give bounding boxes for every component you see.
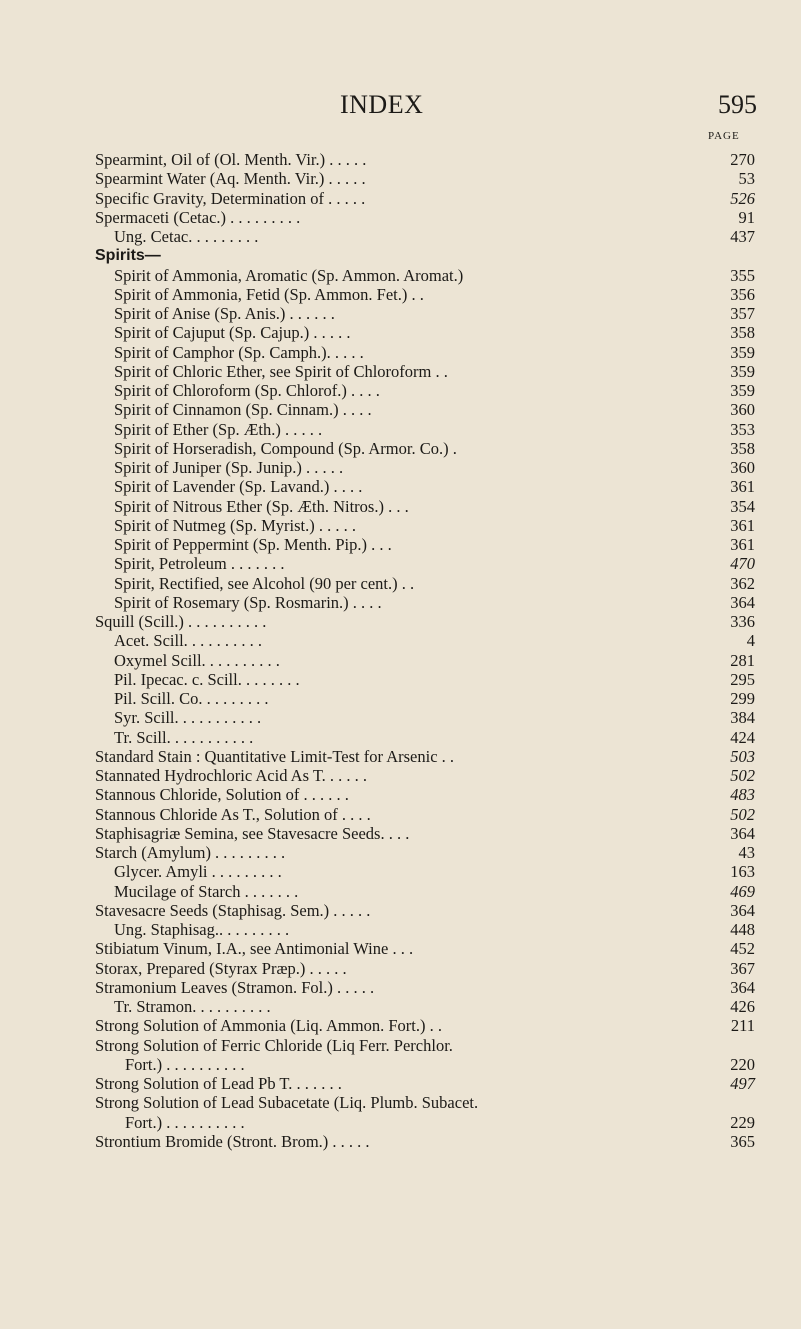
index-entry bbox=[95, 169, 755, 188]
entry-page-number: 362 bbox=[730, 573, 755, 593]
index-entry bbox=[95, 458, 755, 477]
index-entry bbox=[95, 785, 755, 804]
entry-page-number: 452 bbox=[730, 939, 755, 959]
entry-label: Pil. Scill. Co. . . . . . . . . bbox=[114, 689, 269, 708]
entry-label: Stannated Hydrochloric Acid As T. . . . . . bbox=[95, 766, 368, 785]
entry-label: Spirit of Peppermint (Sp. Menth. Pip.) . . . bbox=[114, 535, 392, 554]
index-section-heading bbox=[95, 246, 755, 265]
entry-label: Fort.) . . . . . . . . . . bbox=[125, 1112, 245, 1132]
entry-label: Stibiatum Vinum, I.A., see Antimonial Wine . . . bbox=[95, 939, 414, 959]
entry-label: Fort.) . . . . . . . . . . bbox=[125, 1054, 245, 1074]
entry-label: Ung. Staphisag.. . . . . . . . . bbox=[114, 920, 290, 939]
index-entry bbox=[95, 689, 755, 708]
index-entry bbox=[95, 766, 755, 785]
index-entry bbox=[95, 901, 755, 920]
index-entry bbox=[95, 651, 755, 670]
index-entry bbox=[95, 189, 755, 208]
running-head bbox=[0, 90, 801, 126]
index-entry bbox=[95, 708, 755, 727]
entry-page-number: 211 bbox=[730, 1016, 755, 1036]
entry-label: Staphisagriæ Semina, see Stavesacre Seeds. . . . bbox=[95, 823, 410, 843]
index-entry bbox=[95, 266, 755, 285]
entry-page-number: 364 bbox=[730, 823, 755, 843]
entry-label: Stramonium Leaves (Stramon. Fol.) . . . . . bbox=[95, 977, 375, 997]
index-entry bbox=[95, 939, 755, 958]
entry-page-number: 281 bbox=[730, 650, 755, 670]
index-entry bbox=[95, 1074, 755, 1093]
entry-label: Spirit of Rosemary (Sp. Rosmarin.) . . . . bbox=[114, 592, 382, 612]
entry-page-number: 502 bbox=[730, 804, 755, 824]
entry-label: Spearmint, Oil of (Ol. Menth. Vir.) . . . . . bbox=[95, 150, 367, 169]
entry-page-number: 359 bbox=[730, 342, 755, 362]
entry-label: Spirit of Chloroform (Sp. Chlorof.) . . . . bbox=[114, 381, 380, 400]
entry-page-number: 360 bbox=[730, 400, 755, 420]
entry-page-number: 426 bbox=[730, 997, 755, 1016]
entry-label: Stavesacre Seeds (Staphisag. Sem.) . . . . . bbox=[95, 900, 371, 920]
entry-page-number: 502 bbox=[730, 766, 755, 785]
entry-label: Tr. Scill. . . . . . . . . . . bbox=[114, 727, 254, 747]
index-entry bbox=[95, 824, 755, 843]
entry-page-number: 448 bbox=[730, 920, 755, 939]
entry-label: Spirit of Anise (Sp. Anis.) . . . . . . bbox=[114, 304, 335, 323]
index-entry bbox=[95, 400, 755, 419]
index-entry bbox=[95, 631, 755, 650]
entry-label: Stannous Chloride, Solution of . . . . . . bbox=[95, 785, 349, 805]
entry-page-number: 356 bbox=[730, 284, 755, 304]
entry-label: Spirit of Cajuput (Sp. Cajup.) . . . . . bbox=[114, 323, 351, 343]
entry-page-number: 220 bbox=[730, 1054, 755, 1074]
entry-label: Ung. Cetac. . . . . . . . . bbox=[114, 227, 259, 246]
entry-page-number: 503 bbox=[730, 746, 755, 766]
entry-page-number: 336 bbox=[730, 612, 755, 631]
entry-label: Oxymel Scill. . . . . . . . . . bbox=[114, 650, 280, 670]
entry-label: Spirit of Lavender (Sp. Lavand.) . . . . bbox=[114, 477, 363, 497]
entry-page-number: 364 bbox=[730, 900, 755, 920]
index-entry bbox=[95, 381, 755, 400]
index-entry bbox=[95, 843, 755, 862]
entry-label: Spirit of Juniper (Sp. Junip.) . . . . . bbox=[114, 458, 344, 477]
entry-label: Glycer. Amyli . . . . . . . . . bbox=[114, 862, 282, 882]
entry-page-number: 361 bbox=[730, 477, 755, 497]
index-entry bbox=[95, 362, 755, 381]
entry-page-number: 163 bbox=[730, 862, 755, 882]
entry-page-number: 358 bbox=[730, 438, 755, 458]
index-entry bbox=[95, 997, 755, 1016]
page-number: 595 bbox=[718, 90, 757, 119]
index-entry bbox=[95, 323, 755, 342]
entry-label: Spirit of Ammonia, Aromatic (Sp. Ammon. Aromat.) bbox=[114, 265, 464, 285]
entry-page-number: 470 bbox=[730, 554, 755, 574]
entry-page-number: 469 bbox=[730, 881, 755, 901]
entry-label: Spirit of Horseradish, Compound (Sp. Armor. Co.) . bbox=[114, 438, 457, 458]
index-entry bbox=[95, 920, 755, 939]
entry-page-number: 229 bbox=[730, 1112, 755, 1132]
entry-page-number: 437 bbox=[730, 227, 755, 246]
entry-page-number: 384 bbox=[730, 708, 755, 728]
index-entry bbox=[95, 1093, 755, 1112]
index-entry bbox=[95, 304, 755, 323]
entry-page-number: 299 bbox=[730, 689, 755, 708]
entry-page-number: 424 bbox=[730, 727, 755, 747]
index-entry bbox=[95, 227, 755, 246]
entry-page-number: 43 bbox=[738, 843, 755, 862]
entry-label: Spirit of Ether (Sp. Æth.) . . . . . bbox=[114, 419, 323, 439]
index-entry bbox=[95, 343, 755, 362]
entry-label: Acet. Scill. . . . . . . . . . bbox=[114, 631, 263, 651]
entry-page-number: 361 bbox=[730, 535, 755, 554]
entry-page-number: 270 bbox=[730, 150, 755, 169]
page-column-label: PAGE bbox=[708, 130, 740, 142]
index-entry bbox=[95, 1055, 755, 1074]
index-entry bbox=[95, 1113, 755, 1132]
entry-page-number: 367 bbox=[730, 958, 755, 978]
index-entry bbox=[95, 747, 755, 766]
index-entry bbox=[95, 516, 755, 535]
index-list bbox=[95, 150, 755, 1151]
entry-page-number: 53 bbox=[738, 169, 755, 189]
entry-page-number: 497 bbox=[730, 1074, 755, 1093]
index-entry bbox=[95, 1016, 755, 1035]
index-entry bbox=[95, 574, 755, 593]
entry-label: Strong Solution of Ferric Chloride (Liq Ferr. Perchlor. bbox=[95, 1035, 453, 1055]
entry-label: Strong Solution of Ammonia (Liq. Ammon. Fort.) . . bbox=[95, 1016, 442, 1036]
entry-page-number: 364 bbox=[730, 977, 755, 997]
entry-label: Strong Solution of Lead Subacetate (Liq. Plumb. Subacet. bbox=[95, 1093, 479, 1113]
index-entry bbox=[95, 497, 755, 516]
entry-label: Spirit of Ammonia, Fetid (Sp. Ammon. Fet.) . . bbox=[114, 284, 424, 304]
entry-label: Spirits— bbox=[95, 247, 161, 265]
entry-page-number: 358 bbox=[730, 323, 755, 343]
entry-label: Spirit, Petroleum . . . . . . . bbox=[114, 554, 285, 574]
entry-page-number: 354 bbox=[730, 496, 755, 516]
index-entry bbox=[95, 728, 755, 747]
index-entry bbox=[95, 882, 755, 901]
index-entry bbox=[95, 959, 755, 978]
entry-page-number: 483 bbox=[730, 785, 755, 805]
entry-label: Syr. Scill. . . . . . . . . . . bbox=[114, 708, 262, 728]
entry-label: Pil. Ipecac. c. Scill. . . . . . . . bbox=[114, 669, 300, 689]
index-entry bbox=[95, 862, 755, 881]
entry-page-number: 91 bbox=[738, 207, 755, 227]
entry-page-number: 295 bbox=[730, 669, 755, 689]
entry-page-number: 357 bbox=[730, 304, 755, 323]
entry-page-number: 359 bbox=[730, 381, 755, 400]
entry-label: Spirit of Camphor (Sp. Camph.). . . . . bbox=[114, 342, 364, 362]
entry-label: Spermaceti (Cetac.) . . . . . . . . . bbox=[95, 207, 301, 227]
index-entry bbox=[95, 1036, 755, 1055]
entry-label: Spirit of Nitrous Ether (Sp. Æth. Nitros.) . . . bbox=[114, 496, 409, 516]
entry-label: Strontium Bromide (Stront. Brom.) . . . . . bbox=[95, 1131, 370, 1151]
index-entry bbox=[95, 535, 755, 554]
entry-label: Strong Solution of Lead Pb T. . . . . . . bbox=[95, 1074, 342, 1093]
entry-label: Storax, Prepared (Styrax Præp.) . . . . . bbox=[95, 958, 347, 978]
entry-label: Standard Stain : Quantitative Limit-Test for Arsenic . . bbox=[95, 746, 455, 766]
entry-page-number: 365 bbox=[730, 1131, 755, 1151]
entry-label: Squill (Scill.) . . . . . . . . . . bbox=[95, 612, 267, 631]
entry-label: Spearmint Water (Aq. Menth. Vir.) . . . . . bbox=[95, 169, 366, 189]
entry-label: Specific Gravity, Determination of . . . . . bbox=[95, 188, 366, 208]
entry-page-number: 361 bbox=[730, 515, 755, 535]
entry-page-number: 360 bbox=[730, 458, 755, 477]
entry-label: Tr. Stramon. . . . . . . . . . bbox=[114, 997, 271, 1016]
entry-label: Starch (Amylum) . . . . . . . . . bbox=[95, 843, 286, 862]
entry-label: Spirit of Cinnamon (Sp. Cinnam.) . . . . bbox=[114, 400, 372, 420]
entry-label: Spirit of Chloric Ether, see Spirit of Chloroform . . bbox=[114, 361, 448, 381]
index-entry bbox=[95, 670, 755, 689]
entry-label: Mucilage of Starch . . . . . . . bbox=[114, 881, 299, 901]
index-entry bbox=[95, 978, 755, 997]
index-entry bbox=[95, 285, 755, 304]
index-entry bbox=[95, 1132, 755, 1151]
entry-label: Spirit, Rectified, see Alcohol (90 per cent.) . . bbox=[114, 573, 415, 593]
index-entry bbox=[95, 477, 755, 496]
entry-page-number: 4 bbox=[746, 631, 755, 651]
entry-label: Stannous Chloride As T., Solution of . . . . bbox=[95, 804, 371, 824]
entry-label: Spirit of Nutmeg (Sp. Myrist.) . . . . . bbox=[114, 515, 356, 535]
entry-page-number: 359 bbox=[730, 361, 755, 381]
index-entry bbox=[95, 208, 755, 227]
entry-page-number: 526 bbox=[730, 188, 755, 208]
index-entry bbox=[95, 150, 755, 169]
entry-page-number: 355 bbox=[730, 265, 755, 285]
index-entry bbox=[95, 805, 755, 824]
index-entry bbox=[95, 439, 755, 458]
index-entry bbox=[95, 612, 755, 631]
entry-page-number: 353 bbox=[730, 419, 755, 439]
entry-page-number: 364 bbox=[730, 592, 755, 612]
page-title: INDEX bbox=[340, 90, 424, 119]
index-entry bbox=[95, 593, 755, 612]
index-entry bbox=[95, 554, 755, 573]
index-entry bbox=[95, 420, 755, 439]
